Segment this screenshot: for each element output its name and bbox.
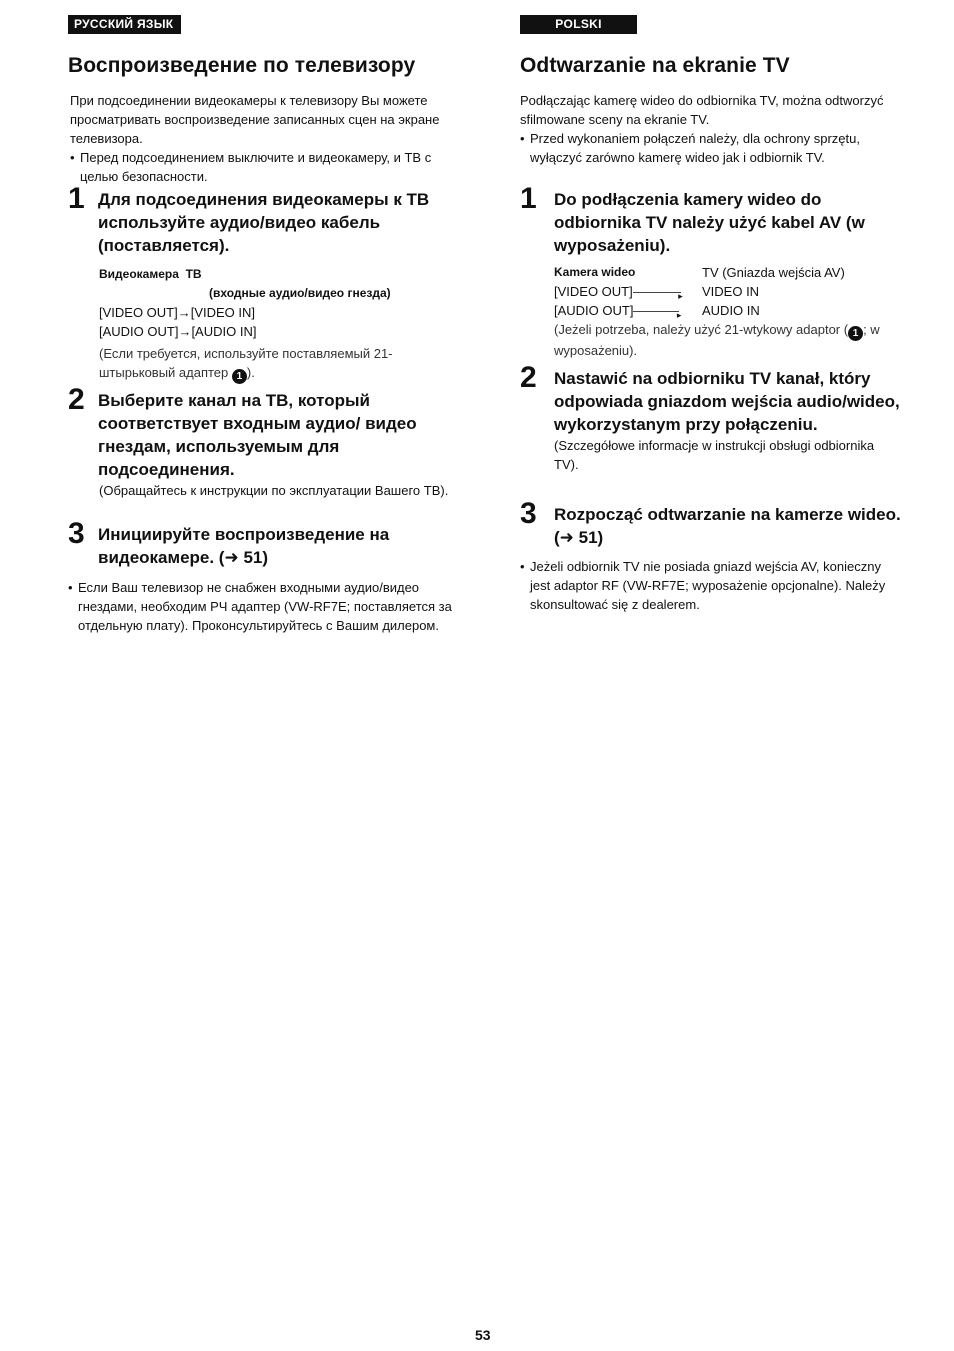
step-note: (Szczegółowe informacje w instrukcji obsługi odbiornika TV). bbox=[554, 438, 875, 472]
step-3-russian bbox=[68, 517, 458, 569]
audio-in-label: AUDIO IN bbox=[702, 303, 760, 318]
step-heading: Do podłączenia kamery wideo do odbiornika TV należy użyć kabel AV (w wyposażeniu). bbox=[554, 190, 865, 255]
step-number: 3 bbox=[68, 517, 85, 550]
step-note: (Обращайтесь к инструкции по эксплуатации Вашего ТВ). bbox=[99, 483, 449, 498]
step-body bbox=[554, 436, 884, 474]
step-body bbox=[554, 263, 910, 360]
step-3-polish bbox=[520, 497, 910, 549]
step-2-polish bbox=[520, 361, 910, 474]
adapter-note-end: ). bbox=[246, 365, 255, 380]
step-number: 1 bbox=[520, 182, 537, 215]
camera-label: Kamera wideo bbox=[554, 265, 636, 279]
footer-bullet: • Jeżeli odbiornik TV nie posiada gniazd wejścia AV, konieczny jest adaptor RF (VW-RF7E; wyposażenie opcjonalne). Należy skonsultować się z dealerem. bbox=[520, 557, 890, 614]
language-label-polish: POLSKI bbox=[520, 15, 637, 34]
connection-row-video bbox=[554, 282, 702, 301]
intro-bullet: • Przed wykonaniem połączeń należy, dla ochrony sprzętu, wyłączyć zarówno kamerę wideo jak i odbiornik TV. bbox=[520, 129, 890, 167]
intro-text: При подсоединении видеокамеры к телевизору Вы можете просматривать воспроизведение записанных сцен на экране телевизора. bbox=[70, 93, 440, 146]
language-label-russian: РУССКИЙ ЯЗЫК bbox=[68, 15, 181, 34]
step-2-russian bbox=[68, 383, 458, 500]
page-title-russian: Воспроизведение по телевизору bbox=[68, 54, 416, 77]
step-1-russian bbox=[68, 182, 458, 384]
step-heading: Для подсоединения видеокамеры к ТВ используйте аудио/видео кабель (поставляется). bbox=[98, 190, 430, 255]
step-heading: Выберите канал на ТВ, который соответствует входным аудио/ видео гнездам, используемым для подсоединения. bbox=[98, 391, 417, 479]
step-heading: Инициируйте воспроизведение на видеокамере. (➜ 51) bbox=[98, 525, 390, 567]
arrow-right-icon: ▸ bbox=[633, 311, 679, 312]
tv-label: ТВ bbox=[185, 267, 202, 281]
step-1-polish bbox=[520, 182, 910, 360]
circled-one-icon: 1 bbox=[848, 326, 863, 341]
step-heading: Nastawić na odbiorniku TV kanał, który odpowiada gniazdom wejścia audio/wideo, wykorzystanym przy połączeniu. bbox=[554, 369, 900, 434]
connection-video: [VIDEO OUT]→[VIDEO IN] bbox=[99, 305, 256, 320]
page-number: 53 bbox=[475, 1327, 491, 1343]
footer-note-russian bbox=[68, 578, 458, 635]
connection-table bbox=[554, 263, 845, 320]
intro-text: Podłączając kamerę wideo do odbiornika TV, można odtworzyć sfilmowane sceny na ekranie TV. bbox=[520, 93, 884, 127]
tv-label: TV (Gniazda wejścia AV) bbox=[702, 265, 845, 280]
step-number: 2 bbox=[68, 383, 85, 416]
video-out-label: [VIDEO OUT] bbox=[554, 284, 633, 299]
step-number: 3 bbox=[520, 497, 537, 530]
intro-polish bbox=[520, 91, 890, 167]
tv-sublabel: (входные аудио/видео гнезда) bbox=[209, 286, 391, 300]
video-in-label: VIDEO IN bbox=[702, 284, 760, 299]
step-number: 1 bbox=[68, 182, 85, 215]
adapter-note-text: (Jeżeli potrzeba, należy użyć 21-wtykowy adaptor ( bbox=[554, 322, 849, 337]
step-number: 2 bbox=[520, 361, 537, 394]
arrow-right-icon: ▸ bbox=[633, 292, 681, 293]
step-body bbox=[99, 481, 458, 500]
page-title-polish: Odtwarzanie na ekranie TV bbox=[520, 54, 790, 77]
adapter-note-end: ; w wyposażeniu). bbox=[554, 322, 880, 358]
audio-out-label: [AUDIO OUT] bbox=[554, 303, 634, 318]
step-heading: Rozpocząć odtwarzanie na kamerze wideo. (➜ 51) bbox=[554, 505, 901, 547]
adapter-note bbox=[99, 344, 458, 384]
connection-header bbox=[99, 265, 458, 284]
footer-note-polish bbox=[520, 557, 890, 614]
intro-russian bbox=[70, 91, 455, 186]
camera-label: Видеокамера bbox=[99, 267, 179, 281]
step-body bbox=[99, 265, 458, 384]
connection-audio: [AUDIO OUT]→[AUDIO IN] bbox=[99, 324, 257, 339]
footer-bullet: • Если Ваш телевизор не снабжен входными аудио/видео гнездами, необходим РЧ адаптер (VW-RF7E; поставляется за отдельную плату). Проконсультируйтесь с Вашим дилером. bbox=[68, 578, 458, 635]
adapter-note bbox=[554, 320, 910, 360]
circled-one-icon: 1 bbox=[232, 369, 247, 384]
adapter-note-text: (Если требуется, используйте поставляемый 21-штырьковый адаптер bbox=[99, 346, 393, 380]
intro-bullet: • Перед подсоединением выключите и видеокамеру, и ТВ с целью безопасности. bbox=[70, 148, 455, 186]
